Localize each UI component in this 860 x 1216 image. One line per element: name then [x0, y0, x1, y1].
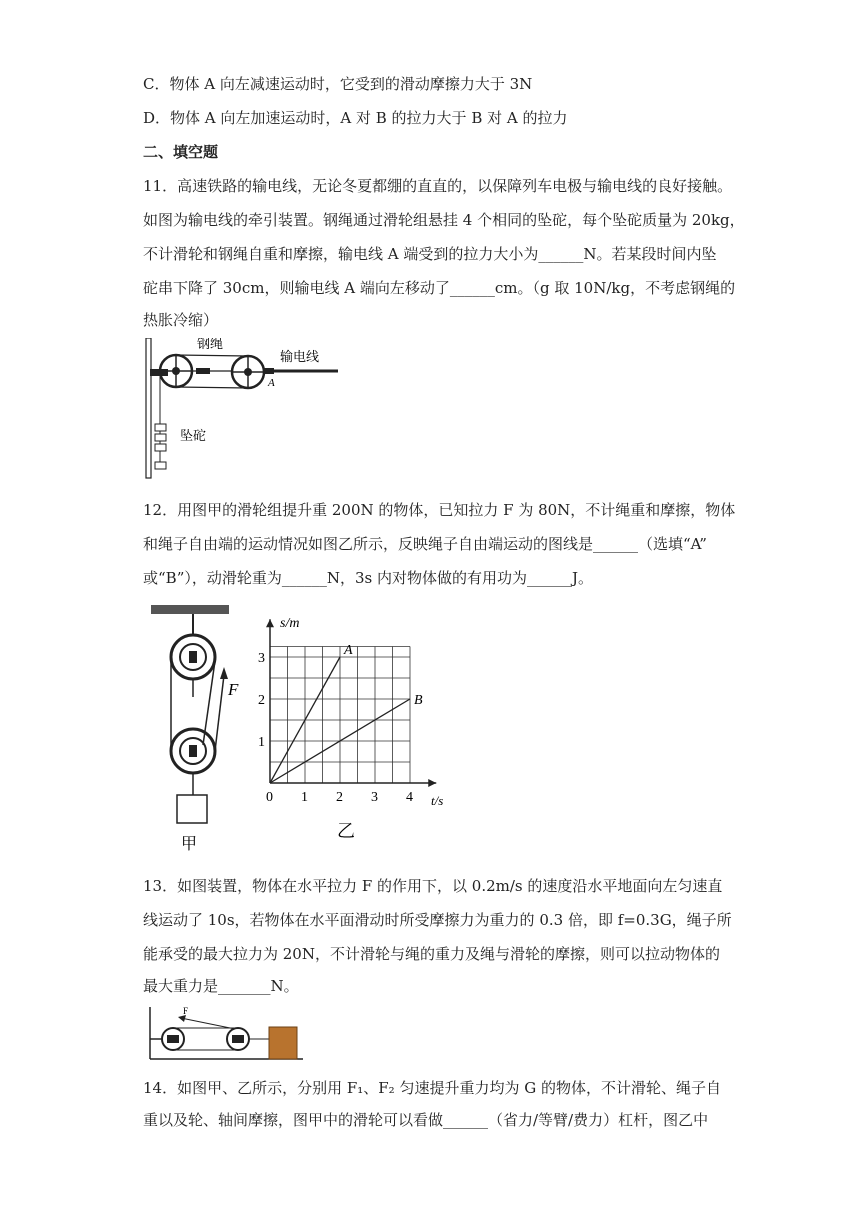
q11-line-2: 如图为输电线的牵引装置。钢绳通过滑轮组悬挂 4 个相同的坠砣，每个坠砣质量为 20kg， [143, 211, 745, 229]
fixed-pulley [160, 355, 192, 387]
q12-line-3: 或“B”），动滑轮重为______N，3s 内对物体做的有用功为______J。 [143, 569, 594, 587]
wire-label: 输电线 [280, 350, 320, 365]
figure-12-chart [255, 615, 460, 845]
weight-label: 坠砣 [180, 429, 207, 444]
y-tick-label: 1 [258, 735, 265, 750]
y-tick-label: 2 [258, 693, 265, 708]
q13-line-4: 最大重力是_______N。 [143, 977, 299, 995]
figure-11-diagram [140, 338, 340, 480]
x-tick-label: 0 [266, 790, 273, 805]
option-d: D．物体 A 向左加速运动时，A 对 B 的拉力大于 B 对 A 的拉力 [143, 109, 568, 127]
q11-line-5: 热胀冷缩） [143, 311, 219, 329]
series-label-a: A [344, 643, 353, 658]
y-axis-label: s/m [280, 616, 300, 632]
x-axis-arrow [428, 779, 436, 787]
x-axis-label: t/s [431, 793, 444, 808]
force-label: F [228, 680, 239, 699]
y-tick-label: 3 [258, 651, 265, 666]
q13-line-1: 13．如图装置，物体在水平拉力 F 的作用下，以 0.2m/s 的速度沿水平地面向左匀速直 [143, 877, 723, 895]
q11-line-4: 砣串下降了 30cm，则输电线 A 端向左移动了______cm。（g 取 10N/kg，不考虑钢绳的 [143, 279, 736, 297]
point-a-label: A [268, 377, 275, 389]
q13-line-3: 能承受的最大拉力为 20N，不计滑轮与绳的重力及绳与滑轮的摩擦，则可以拉动物体的 [143, 945, 720, 963]
movable-pulley [232, 356, 264, 388]
y-axis-arrow [266, 619, 274, 627]
figure-13-diagram [145, 1005, 305, 1063]
q11-line-3: 不计滑轮和钢绳自重和摩擦，输电线 A 端受到的拉力大小为______N。若某段时间内坠 [143, 245, 717, 263]
option-c: C．物体 A 向左减速运动时，它受到的滑动摩擦力大于 3N [143, 75, 533, 93]
force-label-13: F [183, 1006, 189, 1016]
q14-line-1: 14．如图甲、乙所示，分别用 F₁、F₂ 匀速提升重力均为 G 的物体，不计滑轮、绳子自 [143, 1079, 721, 1097]
q14-line-2: 重以及轮、轴间摩擦，图甲中的滑轮可以看做______（省力/等臂/费力）杠杆，图乙中 [143, 1111, 709, 1129]
x-tick-label: 4 [406, 790, 413, 805]
figure-12-pulley [148, 605, 248, 855]
x-tick-label: 1 [301, 790, 308, 805]
x-tick-label: 2 [336, 790, 343, 805]
section-heading: 二、填空题 [143, 143, 219, 161]
x-tick-label: 3 [371, 790, 378, 805]
q11-line-1: 11．高速铁路的输电线，无论冬夏都绷的直直的，以保障列车电极与输电线的良好接触。 [143, 177, 733, 195]
rope-label: 钢绳 [197, 338, 224, 352]
caption-yi: 乙 [337, 821, 355, 842]
q12-line-1: 12．用图甲的滑轮组提升重 200N 的物体，已知拉力 F 为 80N，不计绳重和摩擦，物体 [143, 501, 736, 519]
series-label-b: B [414, 693, 423, 708]
q13-line-2: 线运动了 10s，若物体在水平面滑动时所受摩擦力为重力的 0.3 倍，即 f=0.3G，绳子所 [143, 911, 732, 929]
caption-jia: 甲 [181, 834, 198, 853]
q12-line-2: 和绳子自由端的运动情况如图乙所示，反映绳子自由端运动的图线是______（选填“A” [143, 535, 707, 553]
